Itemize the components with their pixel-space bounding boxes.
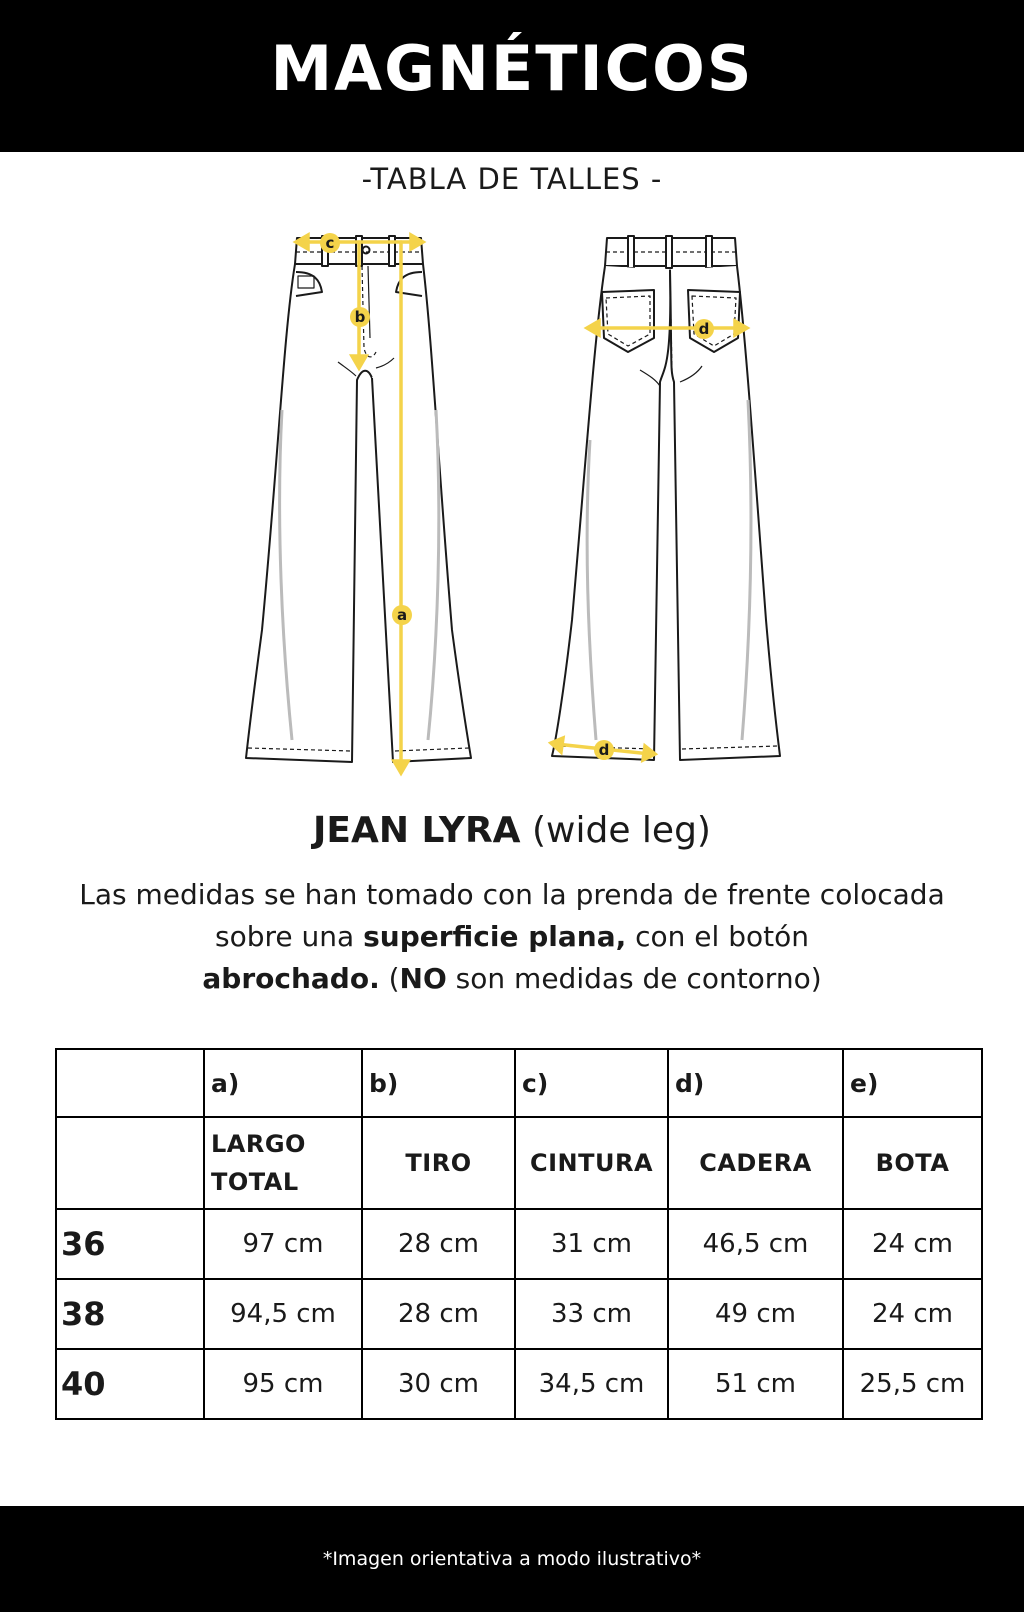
column-header	[204, 1117, 362, 1209]
footer-banner	[0, 1506, 1024, 1612]
size-label: 36	[56, 1209, 204, 1279]
table-cell: 25,5 cm	[843, 1349, 982, 1419]
marker-d-hip-label: d	[698, 320, 710, 338]
column-header: BOTA	[843, 1117, 982, 1209]
description-text-4: son medidas de contorno)	[446, 962, 822, 995]
product-title	[0, 810, 1024, 851]
marker-c	[320, 233, 340, 253]
table-cell: 28 cm	[362, 1209, 515, 1279]
pants-back-view	[552, 236, 780, 760]
column-header: CINTURA	[515, 1117, 668, 1209]
table-cell: 33 cm	[515, 1279, 668, 1349]
table-row	[56, 1209, 982, 1279]
column-header: TIRO	[362, 1117, 515, 1209]
brand-title: MAGNÉTICOS	[270, 31, 754, 105]
column-letter: e)	[843, 1049, 982, 1117]
table-cell: 31 cm	[515, 1209, 668, 1279]
marker-b-label: b	[354, 308, 366, 326]
description-bold-1: superficie plana,	[363, 920, 627, 953]
table-letter-row	[56, 1049, 982, 1117]
table-cell: 28 cm	[362, 1279, 515, 1349]
table-cell: 46,5 cm	[668, 1209, 843, 1279]
product-variant: (wide leg)	[531, 810, 711, 851]
table-row	[56, 1349, 982, 1419]
description-bold-3: NO	[399, 962, 447, 995]
table-row	[56, 1279, 982, 1349]
size-label: 40	[56, 1349, 204, 1419]
table-cell: 97 cm	[204, 1209, 362, 1279]
marker-a	[392, 605, 412, 625]
table-header-row	[56, 1117, 982, 1209]
table-cell: 95 cm	[204, 1349, 362, 1419]
marker-b	[350, 307, 370, 327]
header-banner	[0, 0, 1024, 152]
table-cell: 34,5 cm	[515, 1349, 668, 1419]
table-corner-cell	[56, 1117, 204, 1209]
marker-a-label: a	[396, 606, 408, 624]
size-table	[55, 1048, 983, 1420]
table-cell: 94,5 cm	[204, 1279, 362, 1349]
column-letter: d)	[668, 1049, 843, 1117]
column-letter: c)	[515, 1049, 668, 1117]
measurement-description	[60, 874, 964, 1000]
table-cell: 24 cm	[843, 1279, 982, 1349]
size-chart-subtitle: -TABLA DE TALLES -	[361, 162, 663, 196]
column-header: CADERA	[668, 1117, 843, 1209]
size-label: 38	[56, 1279, 204, 1349]
column-header-label: LARGO TOTAL	[211, 1130, 306, 1196]
pants-measurement-diagram	[0, 220, 1024, 790]
product-name: JEAN LYRA	[313, 810, 521, 851]
marker-c-label: c	[325, 234, 335, 252]
marker-d-hip	[694, 319, 714, 339]
column-letter: b)	[362, 1049, 515, 1117]
table-cell: 30 cm	[362, 1349, 515, 1419]
description-text-2: con el botón	[626, 920, 809, 953]
table-cell: 49 cm	[668, 1279, 843, 1349]
table-corner-cell	[56, 1049, 204, 1117]
marker-d-hem	[594, 740, 614, 760]
column-letter: a)	[204, 1049, 362, 1117]
footer-note: *Imagen orientativa a modo ilustrativo*	[322, 1548, 702, 1570]
description-text-3: (	[379, 962, 400, 995]
table-cell: 51 cm	[668, 1349, 843, 1419]
description-bold-2: abrochado.	[202, 962, 380, 995]
marker-d-hem-label: d	[598, 741, 610, 759]
table-cell: 24 cm	[843, 1209, 982, 1279]
description-text-1: Las medidas se han tomado con la prenda de frente colocada sobre una	[79, 878, 945, 953]
